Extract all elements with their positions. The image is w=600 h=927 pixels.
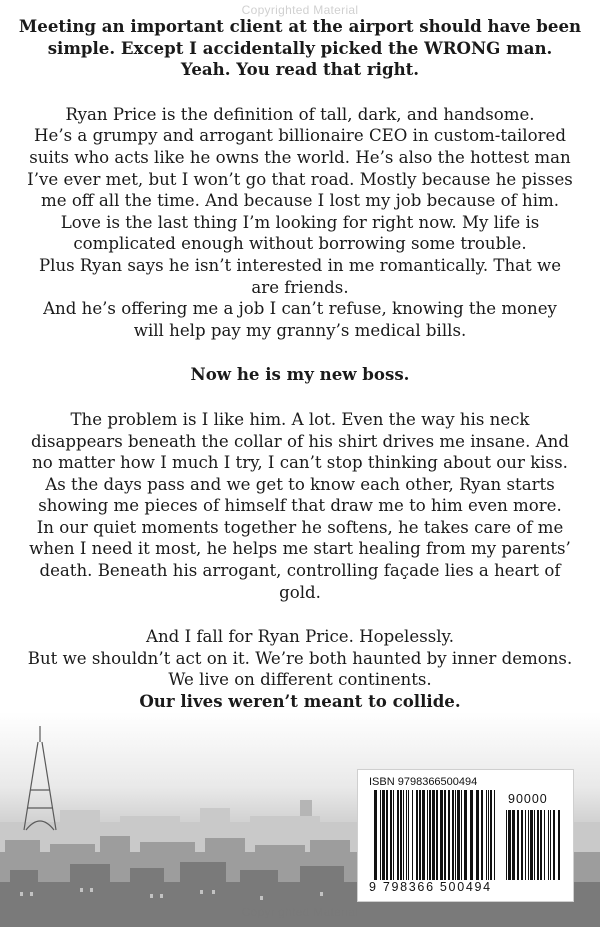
blurb-line: As the days pass and we get to know each other, Ryan starts (45, 474, 555, 494)
barcode-bar (403, 790, 404, 880)
barcode-bar (486, 790, 487, 880)
barcode-bar (461, 790, 462, 880)
barcode-bar (537, 810, 539, 880)
barcode-bar (448, 790, 450, 880)
barcode-bar (553, 810, 555, 880)
closing-line: Our lives weren’t meant to collide. (139, 691, 461, 712)
blurb-line: Love is the last thing I’m looking for right now. My life is (60, 212, 540, 232)
blurb-line: Plus Ryan says he isn’t interested in me romantically. That we (38, 255, 562, 275)
barcode-bar (380, 790, 381, 880)
copyright-watermark-top: Copyrighted Material (241, 3, 359, 17)
barcode-bar (422, 790, 425, 880)
boss-line: Now he is my new boss. (190, 364, 410, 385)
barcode-bar (390, 790, 392, 880)
blurb-line: But we shouldn’t act on it. We’re both haunted by inner demons. (27, 648, 573, 668)
hook-line: Yeah. You read that right. (180, 59, 420, 80)
blurb-line: And he’s offering me a job I can’t refuse, knowing the money (43, 299, 557, 319)
barcode-bar (476, 790, 479, 880)
blurb-line: death. Beneath his arrogant, controlling façade lies a heart of (39, 561, 561, 581)
barcode-bar (490, 790, 492, 880)
back-cover-blurb (16, 16, 584, 713)
isbn-barcode (357, 769, 574, 902)
barcode-bar (530, 810, 533, 880)
barcode-bar (427, 790, 428, 880)
barcode-bar (429, 790, 431, 880)
blurb-hook (16, 16, 584, 81)
barcode-bar (544, 810, 545, 880)
barcode-bar (397, 790, 399, 880)
barcode-bar (464, 790, 467, 880)
blurb-line: I’ve ever met, but I won’t go that road. Mostly because he pisses (27, 169, 573, 189)
blurb-line: suits who acts like he owns the world. He’s also the hottest man (29, 147, 571, 167)
blurb-line: me off all the time. And because I lost my job because of him. (40, 191, 560, 211)
barcode-bar (506, 810, 507, 880)
blurb-paragraph-3 (16, 626, 584, 712)
hook-line: simple. Except I accidentally picked the WRONG man. (47, 37, 553, 58)
barcode-bar (386, 790, 388, 880)
blurb-line: are friends. (251, 277, 349, 297)
barcode-bar (488, 790, 489, 880)
barcode-bar (534, 810, 535, 880)
blurb-line: complicated enough without borrowing some trouble. (73, 234, 527, 254)
price-code: 90000 (508, 792, 548, 806)
barcode-bar (436, 790, 438, 880)
blurb-line: no matter how I much I try, I can’t stop thinking about our kiss. (32, 453, 568, 473)
barcode-bar (548, 810, 549, 880)
barcode-bar (521, 810, 523, 880)
barcode-bar (400, 790, 402, 880)
barcode-bar (444, 790, 446, 880)
blurb-line: disappears beneath the collar of his shirt drives me insane. And (31, 431, 569, 451)
blurb-line: He’s a grumpy and arrogant billionaire CEO in custom-tailored (34, 126, 566, 146)
blurb-paragraph-1 (16, 104, 584, 342)
barcode-bar (419, 790, 421, 880)
barcode-bar (416, 790, 418, 880)
isbn-label: ISBN 9798366500494 (369, 776, 478, 788)
barcode-bar (481, 790, 483, 880)
barcode-bar (406, 790, 407, 880)
blurb-line: Ryan Price is the definition of tall, dark, and handsome. (65, 104, 535, 124)
barcode-bar (393, 790, 394, 880)
barcode-bar (470, 790, 473, 880)
blurb-line: will help pay my granny’s medical bills. (133, 320, 467, 340)
blurb-line: In our quiet moments together he softens, he takes care of me (36, 517, 564, 537)
blurb-line: gold. (279, 582, 321, 602)
barcode-bar (382, 790, 385, 880)
barcode-bar (540, 810, 542, 880)
barcode-bar (512, 810, 515, 880)
barcode-bar (374, 790, 377, 880)
barcode-bar (457, 790, 460, 880)
barcode-bar (432, 790, 435, 880)
barcode-bar (558, 810, 560, 880)
hook-line: Meeting an important client at the airport should have been (18, 16, 582, 36)
barcode-bar (517, 810, 519, 880)
barcode-bar (455, 790, 456, 880)
barcode-bar (408, 790, 409, 880)
barcode-bar (525, 810, 526, 880)
blurb-line: showing me pieces of himself that draw me to him even more. (38, 496, 562, 516)
barcode-bar (440, 790, 443, 880)
barcode-bar (508, 810, 511, 880)
blurb-line: when I need it most, he helps me start healing from my parents’ (29, 539, 571, 559)
barcode-bar (528, 810, 529, 880)
blurb-paragraph-2 (16, 409, 584, 603)
blurb-line: And I fall for Ryan Price. Hopelessly. (146, 627, 454, 647)
barcode-bar (452, 790, 454, 880)
barcode-bar (412, 790, 413, 880)
blurb-line: The problem is I like him. A lot. Even the way his neck (70, 409, 530, 429)
blurb-line: We live on different continents. (168, 670, 432, 690)
barcode-bar (494, 790, 495, 880)
barcode-bars-addon (506, 810, 562, 880)
copyright-watermark-bottom: Copyrighted Material (241, 905, 359, 919)
barcode-bar (550, 810, 551, 880)
isbn-digits: 9 798366 500494 (369, 880, 492, 894)
barcode-bars-main (374, 790, 498, 880)
